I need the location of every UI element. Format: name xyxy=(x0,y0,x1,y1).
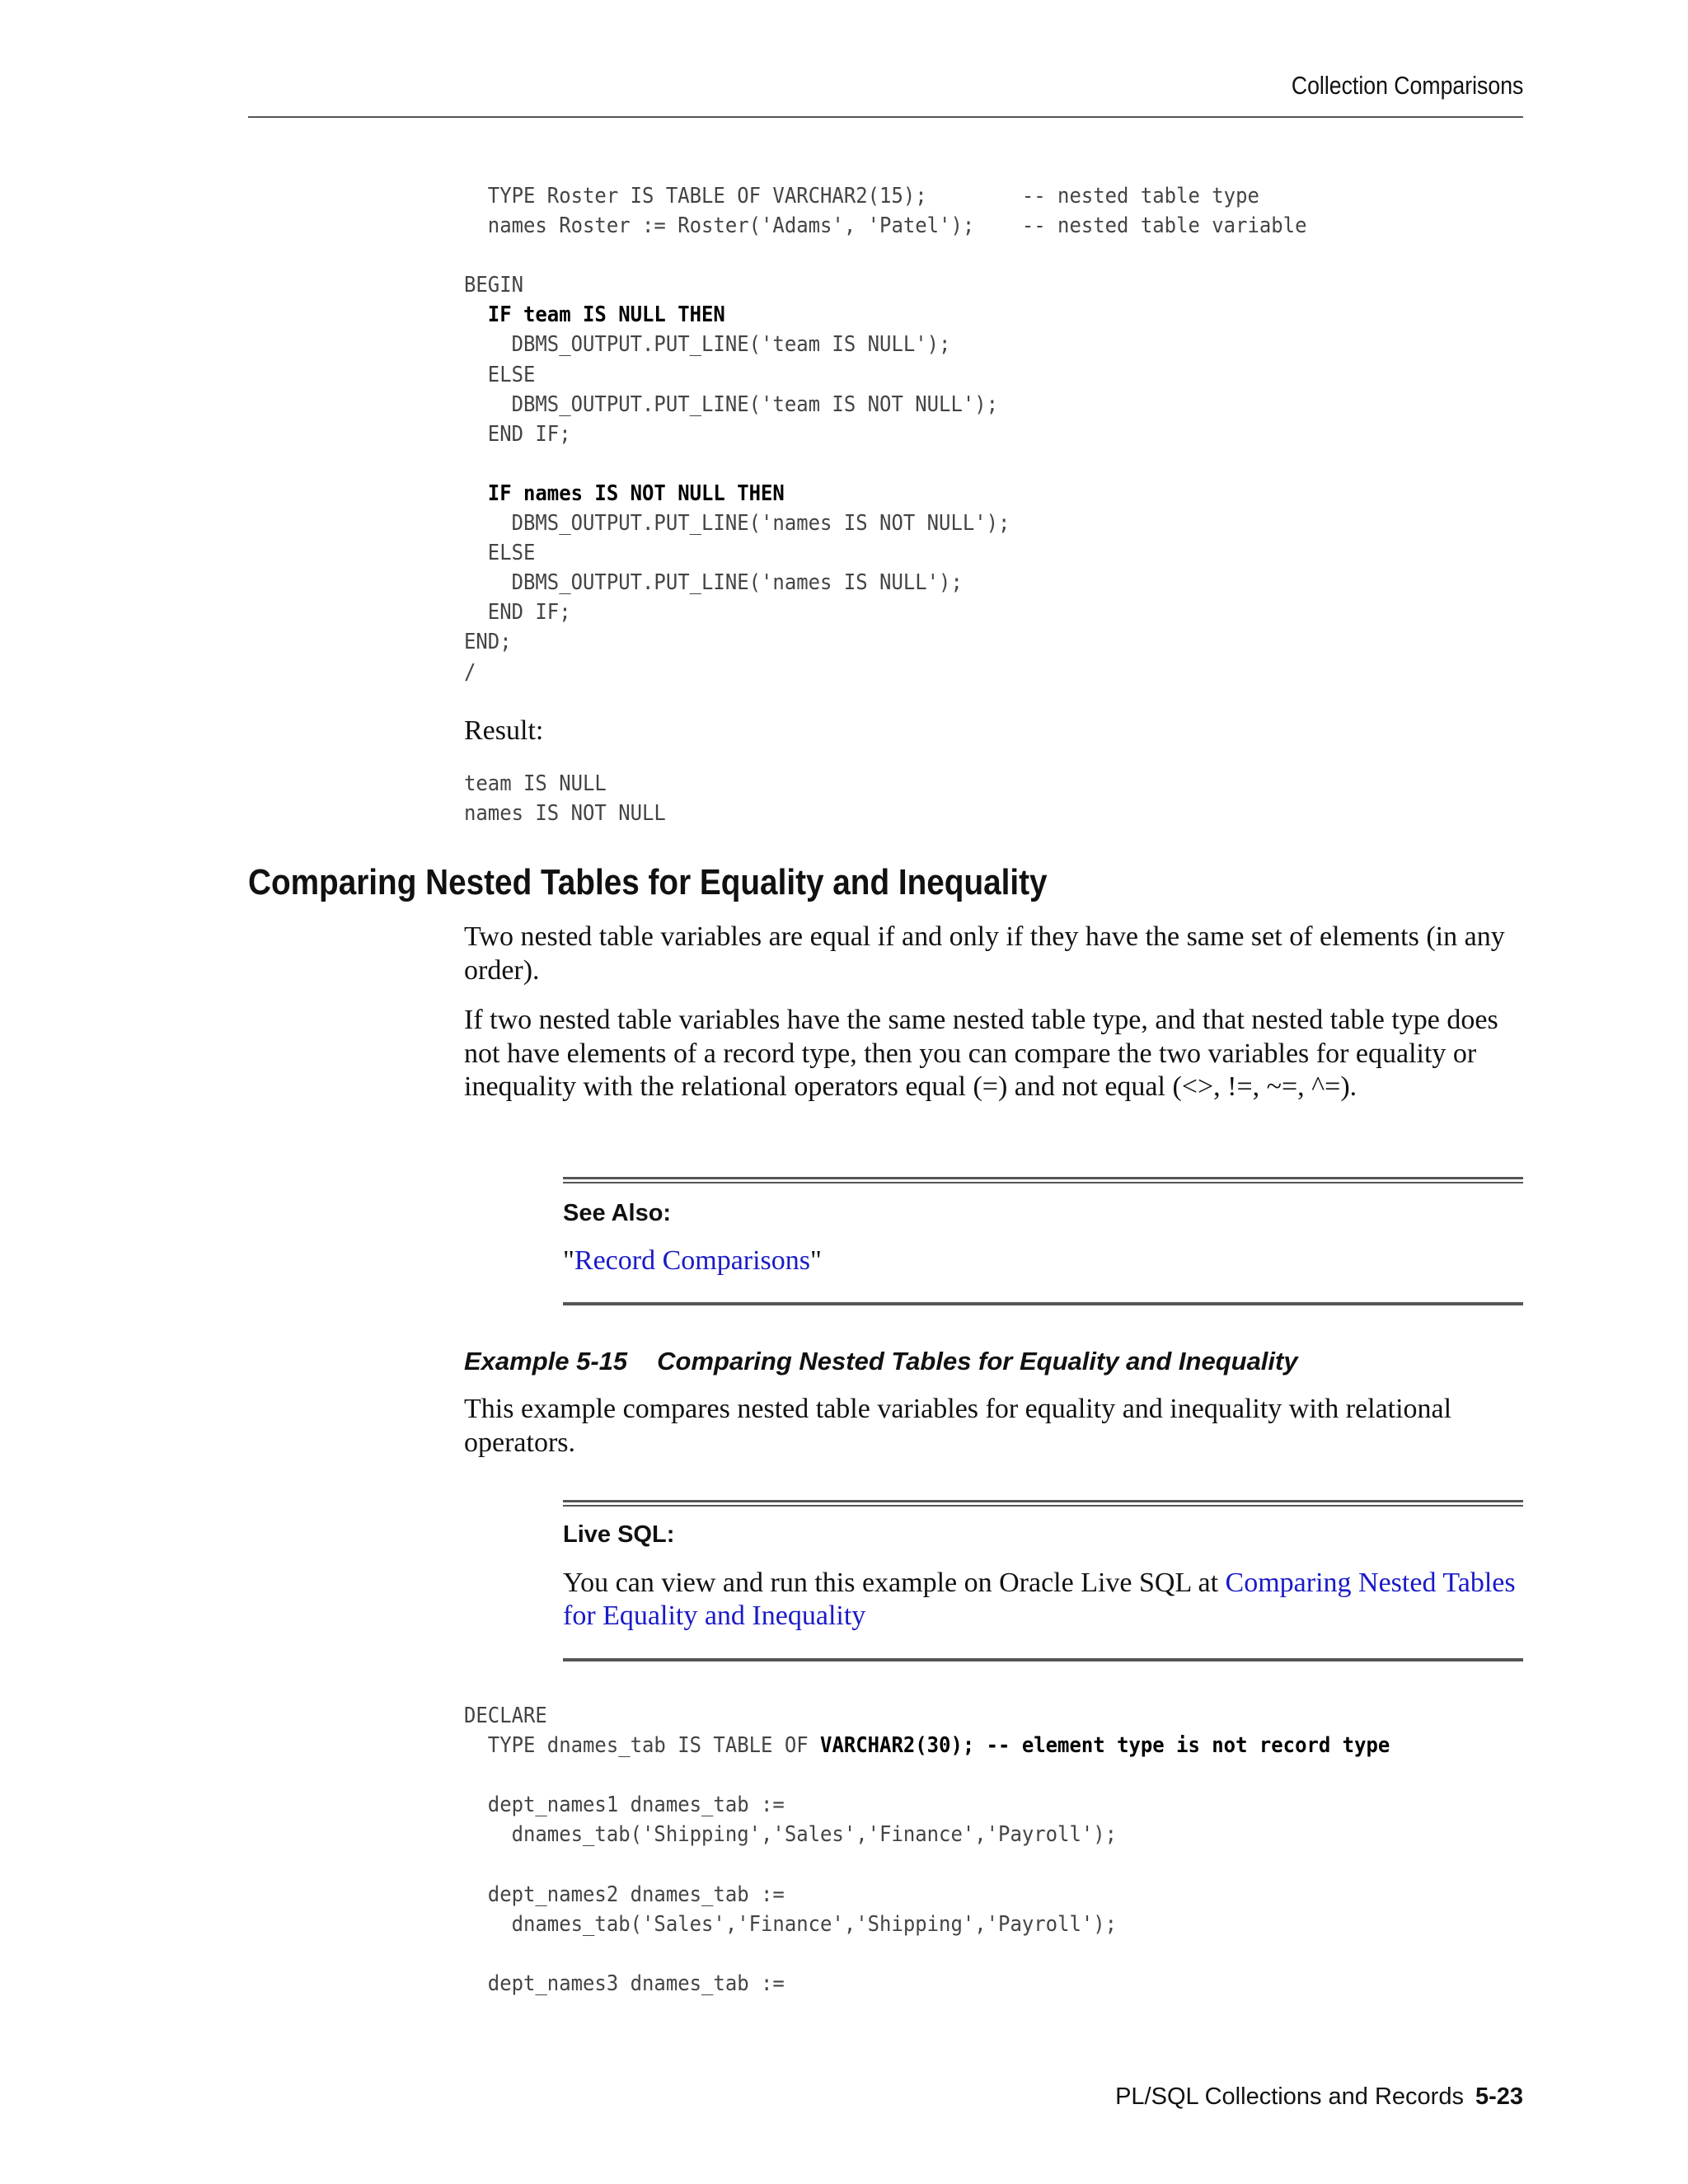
page-number: 5-23 xyxy=(1475,2083,1523,2110)
result-line: team IS NULL xyxy=(464,771,607,796)
code-line: DBMS_OUTPUT.PUT_LINE('names IS NOT NULL'); xyxy=(464,511,1010,537)
example-number: Example 5-15 xyxy=(464,1347,628,1376)
running-header: Collection Comparisons xyxy=(1291,71,1523,100)
code-line: dept_names3 dnames_tab := xyxy=(464,1971,785,1996)
code-line: dept_names1 dnames_tab := xyxy=(464,1793,785,1818)
quote-mark: " xyxy=(563,1245,574,1276)
see-also-body xyxy=(563,1244,1523,1277)
code-line: DBMS_OUTPUT.PUT_LINE('team IS NOT NULL'); xyxy=(464,391,999,417)
page-footer xyxy=(1115,2083,1523,2111)
header-rule xyxy=(248,116,1523,118)
result-label: Result: xyxy=(464,715,544,746)
code-line: TYPE Roster IS TABLE OF VARCHAR2(15); -- nested table type xyxy=(464,184,1259,209)
example-title-text: Comparing Nested Tables for Equality and Inequality xyxy=(657,1347,1298,1376)
code-line: END IF; xyxy=(464,421,571,447)
record-comparisons-link[interactable]: Record Comparisons xyxy=(574,1245,811,1276)
code-line: DBMS_OUTPUT.PUT_LINE('names IS NULL'); xyxy=(464,570,963,596)
see-also-bottom-rule xyxy=(563,1302,1523,1305)
code-line: TYPE dnames_tab IS TABLE OF xyxy=(464,1733,821,1759)
quote-mark: " xyxy=(810,1245,822,1276)
paragraph-equality: Two nested table variables are equal if and only if they have the same set of elements (in any order). xyxy=(464,921,1505,986)
code-line-bold: IF team IS NULL THEN xyxy=(464,302,725,328)
code-line: ELSE xyxy=(464,362,536,387)
code-line: DBMS_OUTPUT.PUT_LINE('team IS NULL'); xyxy=(464,332,951,358)
live-sql-top-rule xyxy=(563,1500,1523,1507)
live-sql-body xyxy=(563,1567,1523,1632)
code-line: DECLARE xyxy=(464,1704,547,1728)
code-line: ELSE xyxy=(464,541,536,566)
code-line: dept_names2 dnames_tab := xyxy=(464,1882,785,1907)
example-description: This example compares nested table variables for equality and inequality with relational operators. xyxy=(464,1394,1452,1458)
code-line: / xyxy=(464,659,476,685)
live-sql-text: You can view and run this example on Oracle Live SQL at xyxy=(563,1568,1226,1598)
live-sql-bottom-rule xyxy=(563,1658,1523,1661)
code-line: END IF; xyxy=(464,600,571,626)
code-line: dnames_tab('Shipping','Sales','Finance','Payroll'); xyxy=(464,1822,1118,1848)
see-also-title: See Also: xyxy=(563,1200,672,1226)
paragraph-operators: If two nested table variables have the same nested table type, and that nested table type does not have elements of a record type, then you can compare the two variables for equality or inequality with the relational operators equal (=) and not equal (<>, !=, ~=, ^=). xyxy=(464,1005,1498,1102)
code-block-bottom xyxy=(464,1701,1390,1999)
code-line: END; xyxy=(464,630,512,655)
result-output xyxy=(464,769,666,828)
live-sql-link[interactable]: Comparing Nested Tables for Equality and Inequality xyxy=(563,1568,1516,1631)
result-line: names IS NOT NULL xyxy=(464,801,666,827)
code-line-bold: IF names IS NOT NULL THEN xyxy=(464,480,785,506)
footer-book-title: PL/SQL Collections and Records xyxy=(1115,2083,1464,2110)
code-line: BEGIN xyxy=(464,273,524,298)
live-sql-title: Live SQL: xyxy=(563,1521,675,1548)
code-block-top xyxy=(464,181,1306,687)
section-heading: Comparing Nested Tables for Equality and Inequality xyxy=(248,862,1048,902)
code-line-bold: VARCHAR2(30); -- element type is not record type xyxy=(820,1733,1390,1759)
example-title xyxy=(464,1347,1298,1376)
see-also-top-rule xyxy=(563,1177,1523,1183)
code-line: names Roster := Roster('Adams', 'Patel'); -- nested table variable xyxy=(464,213,1307,239)
code-line: dnames_tab('Sales','Finance','Shipping','Payroll'); xyxy=(464,1911,1118,1937)
